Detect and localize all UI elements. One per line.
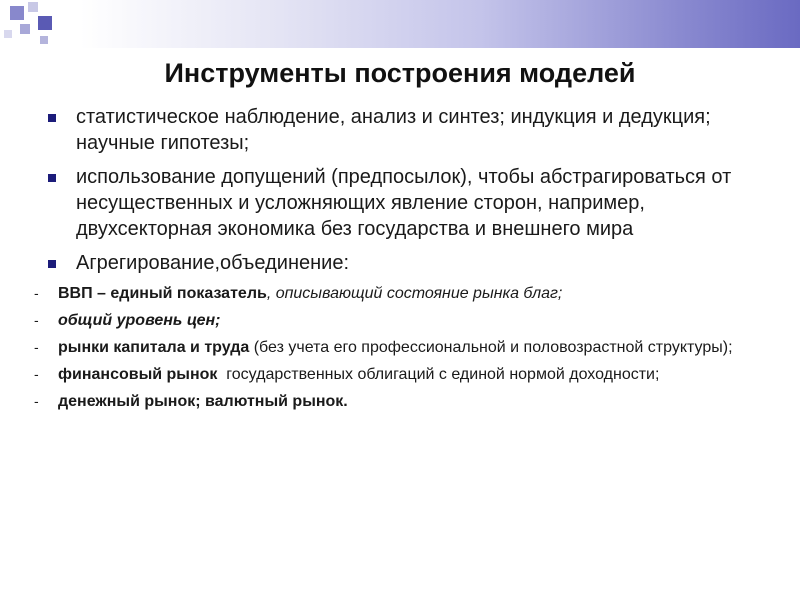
- sub-item: - денежный рынок; валютный рынок.: [34, 393, 348, 410]
- dash-marker: -: [34, 366, 39, 382]
- sub-item: - рынки капитала и труда (без учета его профессиональной и половозрастной структуры);: [34, 339, 733, 356]
- bullet-item: статистическое наблюдение, анализ и синтез; индукция и дедукция; научные гипотезы;: [48, 104, 768, 156]
- sub-item: - ВВП – единый показатель, описывающий состояние рынка благ;: [34, 285, 563, 302]
- sub-item: - финансовый рынок государственных облигаций с единой нормой доходности;: [34, 366, 660, 383]
- dash-marker: -: [34, 393, 39, 409]
- square-bullet-icon: [48, 114, 56, 122]
- dash-marker: -: [34, 285, 39, 301]
- bullet-item: Агрегирование,объединение:: [48, 250, 768, 276]
- square-bullet-icon: [48, 174, 56, 182]
- dash-marker: -: [34, 339, 39, 355]
- square-bullet-icon: [48, 260, 56, 268]
- slide-content: [34, 104, 768, 419]
- header-banner: [0, 0, 800, 48]
- decorative-squares: [0, 0, 60, 48]
- sub-item: - общий уровень цен;: [34, 312, 221, 329]
- dash-marker: -: [34, 312, 39, 328]
- bullet-item: использование допущений (предпосылок), чтобы абстрагироваться от несущественных и усложняющих явление сторон, например, двухсекторная экономика без государства и внешнего мира: [48, 164, 768, 242]
- slide-title: Инструменты построения моделей: [164, 58, 636, 88]
